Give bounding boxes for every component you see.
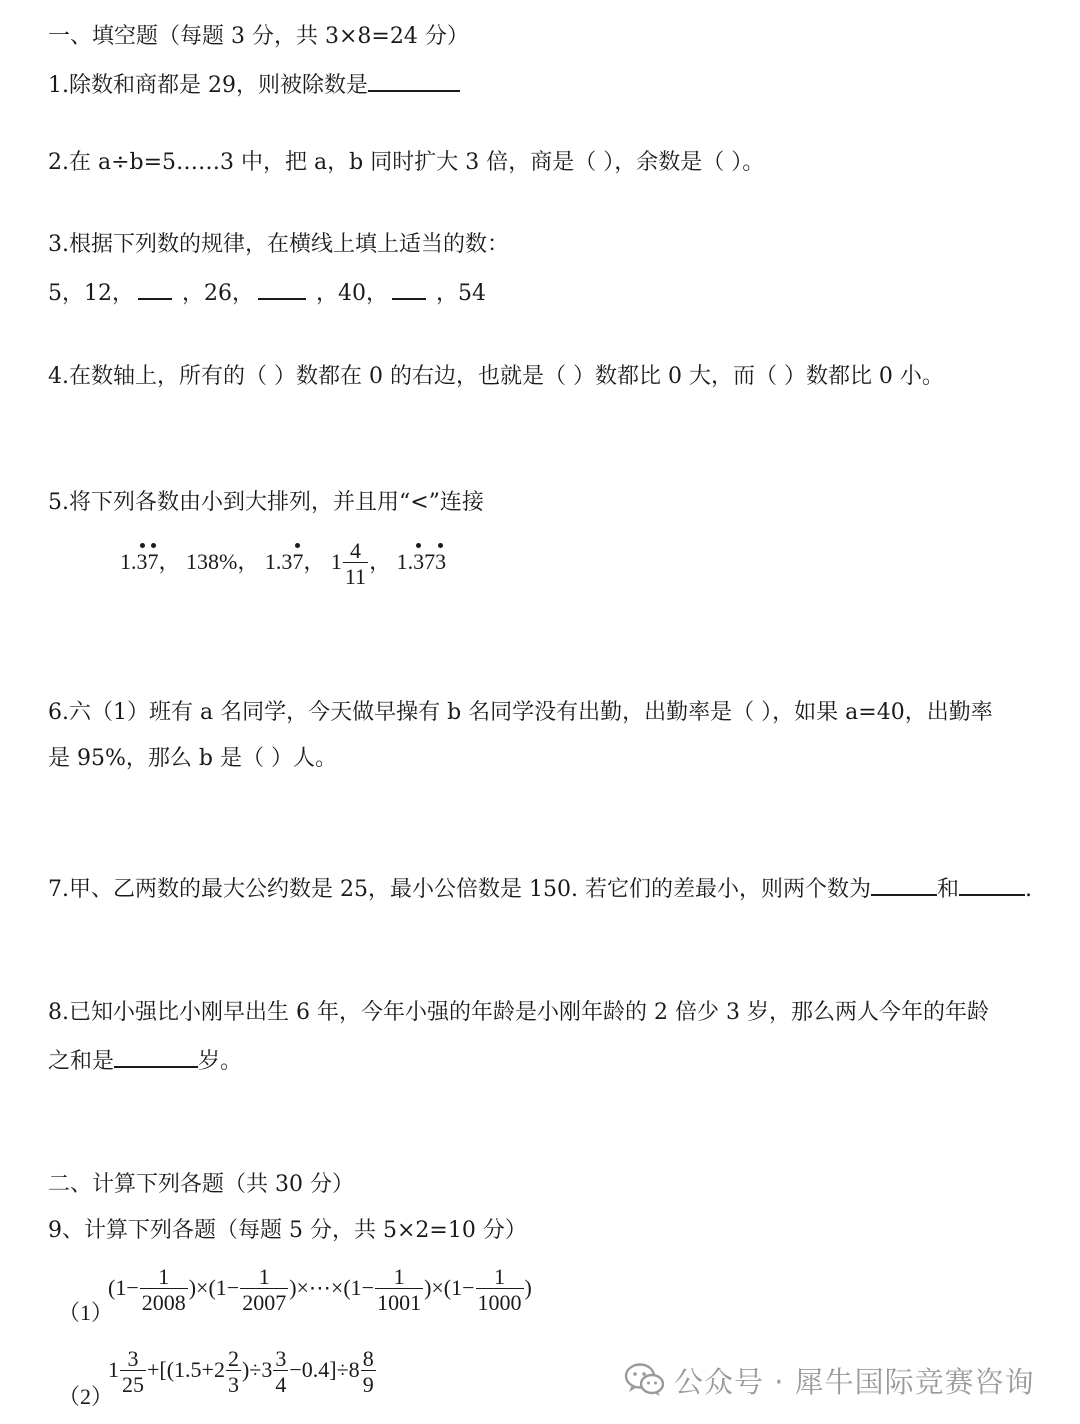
question-5-numbers (120, 540, 446, 588)
answer-blank (114, 1044, 198, 1068)
operator-text: )÷3 (241, 1357, 273, 1383)
question-5: 5.将下列各数由小到大排列，并且用“<”连接 (48, 490, 484, 515)
section1-title: 一、填空题（每题 3 分，共 3×8=24 分） (48, 24, 469, 49)
answer-blank (258, 276, 306, 300)
numerator: 1 (158, 1264, 170, 1289)
question-3: 3.根据下列数的规律，在横线上填上适当的数： (48, 232, 509, 257)
whole-part: 1 (330, 549, 342, 575)
number-3 (265, 549, 304, 574)
problem-2-expression (108, 1348, 377, 1396)
problem-2-label: （2） (58, 1384, 114, 1409)
problem-1-expression (108, 1266, 532, 1314)
question-1-text: 1.除数和商都是 29，则被除数是 (48, 73, 368, 98)
fraction (343, 540, 368, 588)
numerator: 2 (227, 1346, 239, 1371)
repeat-digit: 3 (413, 549, 425, 575)
repeat-digit: 3 (435, 549, 447, 575)
numerator: 1 (258, 1264, 270, 1289)
numerator: 3 (275, 1346, 287, 1371)
wechat-icon (624, 1362, 666, 1398)
operator-text: −0.4]÷8 (289, 1357, 360, 1383)
numerator: 1 (494, 1264, 506, 1289)
numerator: 3 (127, 1346, 139, 1371)
question-8-text: 之和是 (48, 1049, 115, 1074)
answer-blank (871, 872, 937, 896)
question-8-line-2 (48, 1044, 242, 1077)
denominator: 3 (227, 1372, 239, 1397)
operator-text: (1− (108, 1275, 139, 1301)
fraction (361, 1348, 376, 1396)
numerator: 1 (393, 1264, 405, 1289)
fraction (273, 1348, 288, 1396)
operator-text: ) (524, 1275, 532, 1301)
repeat-digit: 3 (136, 549, 148, 575)
digits: 1.3 (264, 549, 293, 575)
whole-part: 1 (108, 1357, 119, 1383)
watermark-text: 公众号 · 犀牛国际竞赛咨询 (674, 1364, 1035, 1399)
denominator: 11 (344, 564, 367, 589)
number-4 (330, 538, 369, 589)
number-2: 138% (186, 549, 238, 575)
question-6-line-1: 6.六（1）班有 a 名同学，今天做早操有 b 名同学没有出勤，出勤率是（ ），如果 a=40，出勤率 (48, 700, 993, 725)
fraction (140, 1266, 188, 1314)
problem-1-label: （1） (58, 1300, 114, 1325)
operator-text: )×⋯×(1− (289, 1275, 375, 1301)
question-9: 9、计算下列各题（每题 5 分，共 5×2=10 分） (48, 1218, 527, 1243)
separator: ， (303, 549, 326, 575)
sequence-part: ，40， (316, 281, 388, 306)
fraction (226, 1348, 241, 1396)
operator-text: +[(1.5+2 (147, 1357, 225, 1383)
question-8-line-1: 8.已知小强比小刚早出生 6 年，今年小强的年龄是小刚年龄的 2 倍少 3 岁，那么两人今年的年龄 (48, 1000, 989, 1025)
separator: ， (158, 549, 181, 575)
denominator: 25 (122, 1372, 144, 1397)
number-1 (120, 549, 159, 574)
watermark (624, 1360, 1035, 1400)
numerator: 4 (349, 538, 361, 563)
answer-blank (368, 68, 460, 92)
sequence-part: ，26， (182, 281, 254, 306)
fraction (240, 1266, 288, 1314)
repeat-digit: 7 (292, 549, 304, 575)
question-3-sequence (48, 276, 486, 309)
question-7 (48, 872, 1032, 905)
separator: ， (369, 549, 392, 575)
digits: 7 (424, 549, 436, 575)
fraction (476, 1266, 524, 1314)
denominator: 9 (362, 1372, 374, 1397)
question-8-text: 岁。 (198, 1049, 243, 1074)
sequence-part: 5，12， (48, 281, 134, 306)
period: . (1024, 877, 1032, 902)
numerator: 8 (362, 1346, 374, 1371)
question-2: 2.在 a÷b=5……3 中，把 a，b 同时扩大 3 倍，商是（ ），余数是（ ）。 (48, 150, 765, 175)
sequence-part: ，54 (436, 281, 486, 306)
question-4: 4.在数轴上，所有的（ ）数都在 0 的右边，也就是（ ）数都比 0 大，而（ ）数都比 0 小。 (48, 364, 944, 389)
digits: 1. (396, 549, 414, 575)
denominator: 1000 (477, 1290, 522, 1315)
digits: 1. (120, 549, 137, 575)
repeat-digit: 7 (147, 549, 159, 575)
denominator: 4 (275, 1372, 287, 1397)
answer-blank (392, 276, 426, 300)
denominator: 1001 (377, 1290, 422, 1315)
separator: ， (237, 549, 260, 575)
and-word: 和 (936, 877, 959, 902)
answer-blank (138, 276, 172, 300)
question-7-text: 7.甲、乙两数的最大公约数是 25，最小公倍数是 150. 若它们的差最小，则两个数为 (48, 877, 871, 902)
denominator: 2007 (242, 1290, 287, 1315)
operator-text: )×(1− (424, 1275, 475, 1301)
number-5 (397, 549, 447, 574)
denominator: 2008 (141, 1290, 186, 1315)
section2-title: 二、计算下列各题（共 30 分） (48, 1172, 354, 1197)
operator-text: )×(1− (188, 1275, 240, 1301)
question-6-line-2: 是 95%，那么 b 是（ ）人。 (48, 746, 337, 771)
question-1 (48, 68, 460, 101)
fraction (120, 1348, 146, 1396)
fraction (375, 1266, 423, 1314)
answer-blank (959, 872, 1025, 896)
